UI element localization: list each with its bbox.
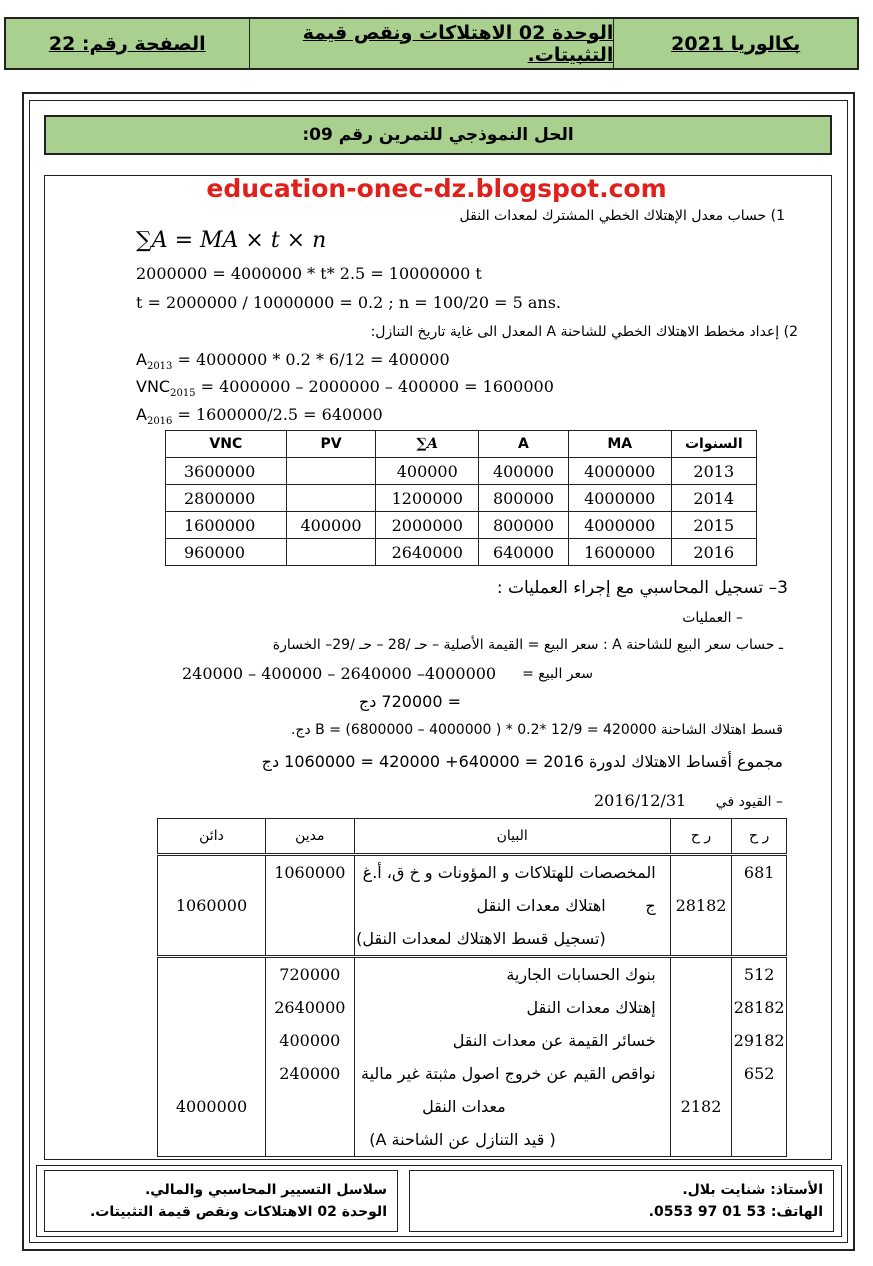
account-number: 512 xyxy=(743,965,775,984)
table-row xyxy=(166,512,757,539)
entry-label: إهتلاك معدات النقل xyxy=(526,998,656,1017)
table-cell xyxy=(286,485,376,512)
sum-formula: ∑A = MA × t × n xyxy=(136,228,327,253)
table-cell: 2640000 xyxy=(376,539,479,566)
amount xyxy=(266,1090,354,1123)
table-cell: 1200000 xyxy=(376,485,479,512)
journal-header-row xyxy=(158,819,787,855)
journal-table xyxy=(157,818,787,1157)
table-cell: 1600000 xyxy=(568,539,671,566)
sale-price-line: ـ حساب سعر البيع للشاحنة A : سعر البيع = القيمة الأصلية – حـ /28 – حـ /29– الخسارة xyxy=(272,637,783,653)
vnc-label: VNC xyxy=(136,377,171,396)
entry2-credit xyxy=(158,957,266,1157)
entries-label: – القيود في xyxy=(715,794,783,810)
table-cell: 2800000 xyxy=(166,485,287,512)
entry-label: معدات النقل xyxy=(422,1097,506,1116)
entry1-acc-credit xyxy=(670,855,732,957)
table-cell: 2014 xyxy=(671,485,756,512)
table-cell: 800000 xyxy=(479,512,569,539)
amount: 1060000 xyxy=(175,896,248,915)
entry-label: اهتلاك معدات النقل xyxy=(476,896,606,915)
table-cell: 640000 xyxy=(479,539,569,566)
account-number xyxy=(732,1123,786,1156)
table-row xyxy=(166,458,757,485)
amount xyxy=(158,1057,265,1090)
account-number xyxy=(671,1024,732,1057)
amount: 1060000 xyxy=(274,863,346,882)
amount xyxy=(158,856,265,889)
amount xyxy=(158,922,265,955)
entries-date: 2016/12/31 xyxy=(594,791,687,810)
table-cell: 2013 xyxy=(671,458,756,485)
amount: 400000 xyxy=(279,1031,341,1050)
col-debit: مدين xyxy=(265,819,354,855)
a2013-sub: 2013 xyxy=(146,361,173,373)
solution-title: الحل النموذجي للتمرين رقم 09: xyxy=(44,115,832,155)
amount xyxy=(266,1123,354,1156)
table-cell: 2015 xyxy=(671,512,756,539)
table-cell xyxy=(286,539,376,566)
series-name: سلاسل التسيير المحاسبي والمالي. xyxy=(144,1182,387,1198)
entry1-debit xyxy=(265,855,354,957)
account-number xyxy=(671,1057,732,1090)
entry2-acc-debit xyxy=(732,957,787,1157)
entry-label: (تسجيل قسط الاهتلاك لمعدات النقل) xyxy=(356,929,606,948)
a2016-sub: 2016 xyxy=(146,416,173,428)
watermark-link[interactable]: education-onec-dz.blogspot.com xyxy=(206,174,667,203)
part3-heading: 3– تسجيل المحاسبي مع إجراء العمليات : xyxy=(496,578,788,598)
a2013-line xyxy=(136,350,450,372)
sale-calc: 240000 – 400000 – 2640000 –4000000 xyxy=(182,664,497,683)
teacher-phone: الهاتف: 53 01 97 0553. xyxy=(648,1204,823,1220)
table-cell: 4000000 xyxy=(568,485,671,512)
col-pv: PV xyxy=(286,431,376,458)
entry-label: بنوك الحسابات الجارية xyxy=(506,965,656,984)
entry1-credit xyxy=(158,855,266,957)
amount xyxy=(266,889,354,922)
table-cell xyxy=(286,458,376,485)
table-cell: 2016 xyxy=(671,539,756,566)
total-line: مجموع أقساط الاهتلاك لدورة 2016 = 640000+ 420000 = 1060000 دج xyxy=(261,752,783,771)
amount xyxy=(158,1123,265,1156)
entry2-acc-credit xyxy=(670,957,732,1157)
entry2-debit xyxy=(265,957,354,1157)
col-sum-a: ∑A xyxy=(376,431,479,458)
header-unit-title: الوحدة 02 الاهتلاكات ونقص قيمة التثبيتات. xyxy=(249,19,614,68)
part2-heading: 2) إعداد مخطط الاهتلاك الخطي للشاحنة A المعدل الى غاية تاريخ التنازل: xyxy=(370,324,798,340)
amount xyxy=(158,958,265,991)
vnc-sub: 2015 xyxy=(170,388,196,400)
entry-label: المخصصات للهتلاكات و المؤونات و خ ق، أ.غ ج xyxy=(362,863,656,915)
col-a: A xyxy=(479,431,569,458)
account-number xyxy=(671,1123,732,1156)
a2016-label: A xyxy=(136,405,147,424)
header-page-number: الصفحة رقم: 22 xyxy=(48,32,206,55)
footer-series-box xyxy=(44,1170,398,1232)
a2016-rest: = 1600000/2.5 = 640000 xyxy=(172,405,383,424)
col-account-debit: ر ح xyxy=(732,819,787,855)
amount: 4000000 xyxy=(175,1097,248,1116)
entry1-acc-debit xyxy=(732,855,787,957)
truck-b-line: قسط اهتلاك الشاحنة B = (6800000 – 4000000 ) * 0.2* 12/9 = 420000 دج. xyxy=(290,722,783,738)
part1-line2: t = 2000000 / 10000000 = 0.2 ; n = 100/20 = 5 ans. xyxy=(136,293,562,312)
page-header xyxy=(4,17,859,70)
table-cell: 400000 xyxy=(286,512,376,539)
entry-label: نواقص القيم عن خروج اصول مثبتة غير مالية xyxy=(360,1064,656,1083)
header-bac-year: بكالوريا 2021 xyxy=(613,19,857,68)
vnc-rest: = 4000000 – 2000000 – 400000 = 1600000 xyxy=(195,377,554,396)
table-cell: 400000 xyxy=(479,458,569,485)
table-cell: 1600000 xyxy=(166,512,287,539)
amount: 240000 xyxy=(279,1064,341,1083)
amortization-table xyxy=(165,430,757,566)
account-number: 652 xyxy=(743,1064,775,1083)
entry-label: ( قيد التنازل عن الشاحنة A) xyxy=(369,1130,556,1149)
table-cell: 3600000 xyxy=(166,458,287,485)
part1-line1: 2000000 = 4000000 * t* 2.5 = 10000000 t xyxy=(136,264,482,283)
col-description: البيان xyxy=(354,819,670,855)
entry-label: خسائر القيمة عن معدات النقل xyxy=(452,1031,656,1050)
account-number: 28182 xyxy=(733,998,785,1017)
a2016-line xyxy=(136,405,383,427)
a2013-label: A xyxy=(136,350,147,369)
amortization-header-row xyxy=(166,431,757,458)
col-vnc: VNC xyxy=(166,431,287,458)
teacher-name: الأستاذ: شنايت بلال. xyxy=(682,1182,823,1198)
table-row xyxy=(166,485,757,512)
table-cell: 960000 xyxy=(166,539,287,566)
account-number xyxy=(671,991,732,1024)
col-ma: MA xyxy=(568,431,671,458)
part1-heading: 1) حساب معدل الإهتلاك الخطي المشترك لمعدات النقل xyxy=(459,208,785,224)
amount: 720000 xyxy=(279,965,341,984)
account-number xyxy=(671,922,732,955)
account-number xyxy=(732,889,786,922)
account-number: 681 xyxy=(743,863,775,882)
account-number xyxy=(732,1090,786,1123)
table-cell: 800000 xyxy=(479,485,569,512)
amount: 2640000 xyxy=(274,998,346,1017)
amount xyxy=(158,991,265,1024)
entry2-labels xyxy=(354,957,670,1157)
col-account-credit: ر ح xyxy=(670,819,732,855)
operations-label: – العمليات xyxy=(682,610,743,626)
table-row xyxy=(166,539,757,566)
account-number xyxy=(671,856,732,889)
account-number: 2182 xyxy=(680,1097,722,1116)
sale-result: = 720000 دج xyxy=(358,692,461,711)
unit-name: الوحدة 02 الاهتلاكات ونقص قيمة التثبيتات. xyxy=(89,1204,387,1220)
col-years: السنوات xyxy=(671,431,756,458)
table-cell: 2000000 xyxy=(376,512,479,539)
journal-entry-2 xyxy=(158,957,787,1157)
amount xyxy=(158,1024,265,1057)
col-credit: دائن xyxy=(158,819,266,855)
footer-teacher-box xyxy=(409,1170,834,1232)
a2013-rest: = 4000000 * 0.2 * 6/12 = 400000 xyxy=(172,350,450,369)
account-number xyxy=(671,958,732,991)
table-cell: 4000000 xyxy=(568,458,671,485)
account-number: 29182 xyxy=(733,1031,785,1050)
amount xyxy=(266,922,354,955)
table-cell: 4000000 xyxy=(568,512,671,539)
vnc2015-line xyxy=(136,377,554,399)
entry1-labels xyxy=(354,855,670,957)
journal-entry-1 xyxy=(158,855,787,957)
table-cell: 400000 xyxy=(376,458,479,485)
sale-calc-label: سعر البيع = xyxy=(522,666,593,682)
account-number: 28182 xyxy=(675,896,727,915)
account-number xyxy=(732,922,786,955)
